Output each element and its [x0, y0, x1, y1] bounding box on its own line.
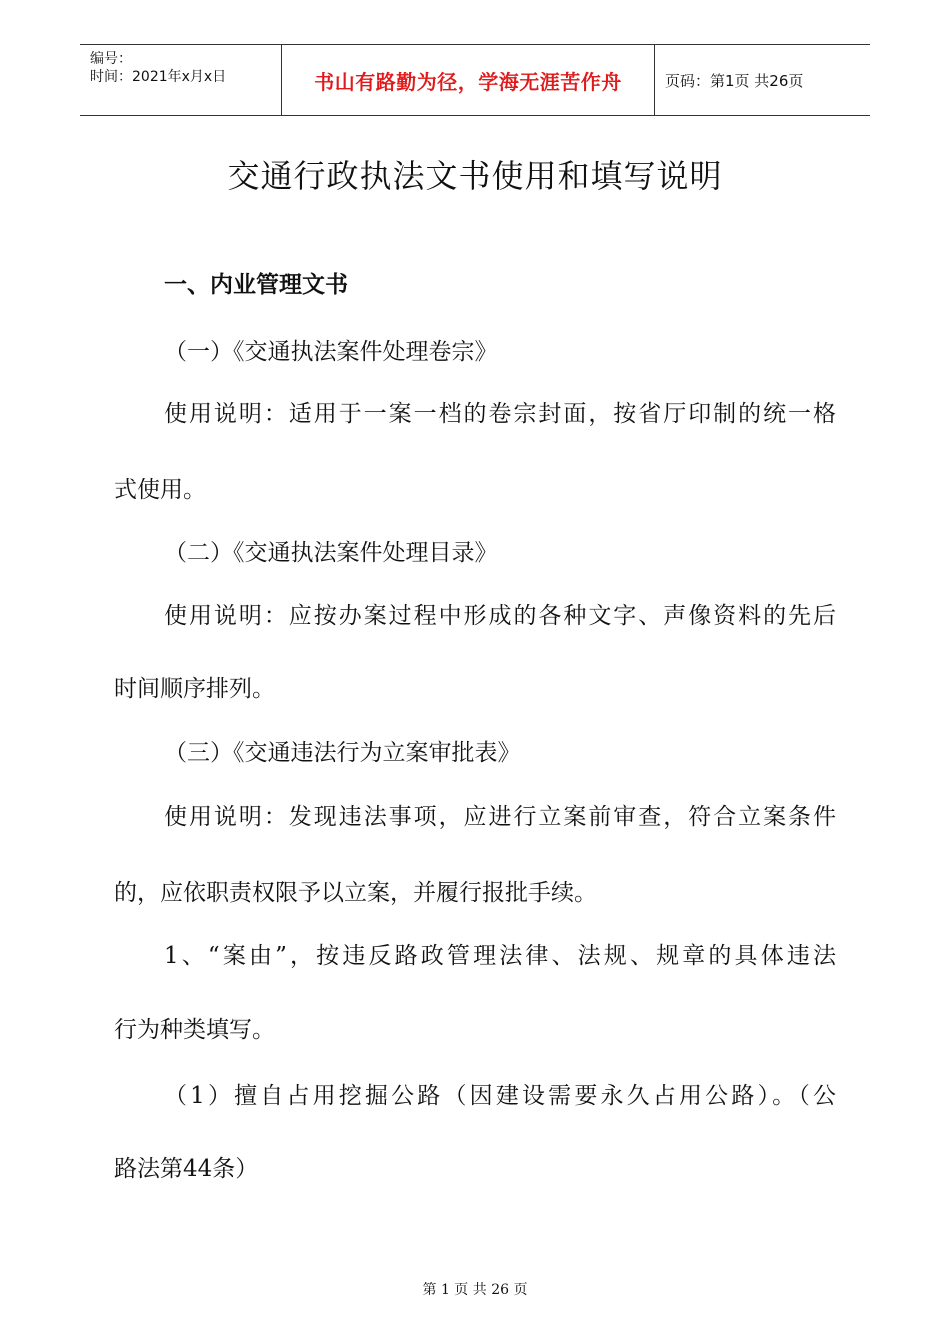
header-motto: 书山有路勤为径，学海无涯苦作舟 — [314, 69, 622, 94]
header-motto-cell — [281, 45, 655, 115]
paragraph-line: 1、“案由”，按违反路政管理法律、法规、规章的具体违法 — [164, 943, 836, 969]
header-page-cell — [655, 45, 870, 115]
subsection-heading: （三）《交通违法行为立案审批表》 — [164, 740, 521, 766]
paragraph-line: 时间顺序排列。 — [114, 676, 275, 702]
paragraph-line: 使用说明：适用于一案一档的卷宗封面，按省厅印制的统一格 — [164, 401, 836, 427]
header-page-info: 页码：第1页 共26页 — [665, 71, 804, 90]
document-header — [80, 44, 870, 116]
paragraph-line: 的，应依职责权限予以立案，并履行报批手续。 — [114, 880, 597, 906]
document-number-label: 编号： — [90, 51, 132, 67]
paragraph-line: （1）擅自占用挖掘公路（因建设需要永久占用公路）。（公 — [164, 1083, 836, 1109]
paragraph-line: 行为种类填写。 — [114, 1017, 275, 1043]
paragraph-line: 使用说明：发现违法事项，应进行立案前审查，符合立案条件 — [164, 804, 836, 830]
page-footer: 第 1 页 共 26 页 — [422, 1282, 528, 1298]
paragraph-line: 式使用。 — [114, 477, 206, 503]
section-heading: 一、内业管理文书 — [164, 272, 348, 298]
document-title: 交通行政执法文书使用和填写说明 — [227, 157, 723, 195]
paragraph-line: 使用说明：应按办案过程中形成的各种文字、声像资料的先后 — [164, 603, 836, 629]
subsection-heading: （二）《交通执法案件处理目录》 — [164, 540, 498, 566]
header-meta-cell — [80, 45, 280, 115]
subsection-heading: （一）《交通执法案件处理卷宗》 — [164, 339, 498, 365]
document-time-label: 时间：2021年x月x日 — [90, 69, 227, 85]
paragraph-line: 路法第44条） — [114, 1156, 259, 1182]
